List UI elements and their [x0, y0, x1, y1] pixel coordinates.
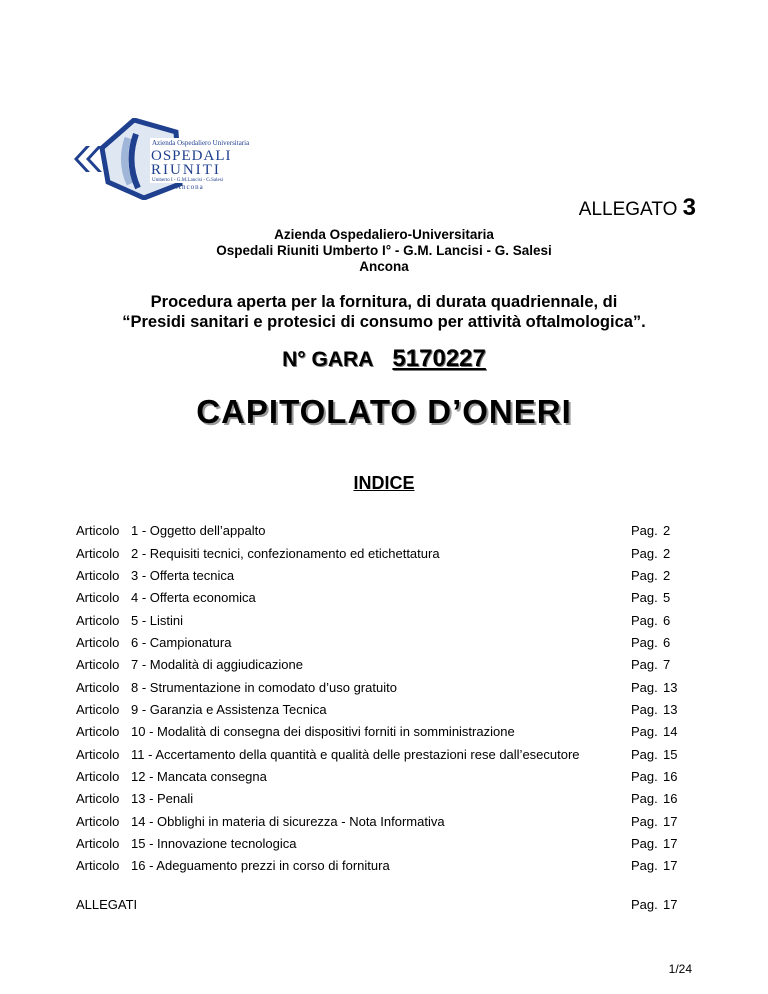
toc-title: 5 - Listini [131, 613, 184, 628]
logo-line1: Azienda Ospedaliero Universitaria [152, 139, 250, 147]
toc-page: 7 [663, 657, 671, 672]
allegati-page: 17 [663, 897, 678, 912]
logo-line3: RIUNITI [151, 162, 221, 178]
toc-row-allegati[interactable]: ALLEGATI Pag. 17 [76, 897, 678, 912]
procedure-line2: “Presidi sanitari e protesici di consumo per attività oftalmologica”. [122, 313, 646, 331]
toc-title: 10 - Modalità di consegna dei dispositivi forniti in somministrazione [131, 724, 515, 739]
toc-title: 15 - Innovazione tecnologica [131, 836, 297, 851]
toc-page: 13 [663, 680, 678, 695]
document-title: CAPITOLATO D’ONERI [196, 393, 572, 430]
toc-title: 7 - Modalità di aggiudicazione [131, 657, 303, 672]
gara-label: N° GARA [282, 348, 373, 371]
toc-page: 17 [663, 836, 678, 851]
toc-row[interactable]: Articolo 5 - Listini Pag. 6 [76, 613, 671, 628]
logo-line5: Ancona [176, 183, 204, 191]
toc-row[interactable]: Articolo 12 - Mancata consegna Pag. 16 [76, 769, 678, 784]
toc-title: 11 - Accertamento della quantità e qualità delle prestazioni rese dall’esecutore [131, 747, 580, 762]
toc-title: 9 - Garanzia e Assistenza Tecnica [131, 702, 327, 717]
toc-page: 16 [663, 769, 678, 784]
toc-page: 6 [663, 635, 671, 650]
toc-row[interactable]: Articolo 7 - Modalità di aggiudicazione Pag. 7 [76, 657, 671, 672]
procedure-title [0, 292, 768, 332]
page-number: 1/24 [668, 962, 692, 976]
toc-row[interactable]: Articolo 8 - Strumentazione in comodato d’uso gratuito Pag. 13 [76, 680, 678, 695]
logo-line2: OSPEDALI [151, 148, 232, 164]
toc-row[interactable]: Articolo 6 - Campionatura Pag. 6 [76, 635, 671, 650]
index-heading: INDICE [353, 473, 415, 493]
hospital-line3: Ancona [359, 259, 409, 274]
toc-page: 17 [663, 858, 678, 873]
gara-code: 5170227 [392, 345, 486, 372]
toc-row[interactable]: Articolo 2 - Requisiti tecnici, confezionamento ed etichettatura Pag. 2 [76, 546, 671, 561]
toc-row[interactable]: Articolo 4 - Offerta economica Pag. 5 [76, 590, 671, 605]
toc-page: 5 [663, 590, 671, 605]
hospital-logo [68, 118, 308, 200]
toc-title: 8 - Strumentazione in comodato d’uso gratuito [131, 680, 397, 695]
hospital-line2: Ospedali Riuniti Umberto I° - G.M. Lancisi - G. Salesi [216, 243, 552, 258]
toc-title: 13 - Penali [131, 791, 194, 806]
toc-title: 4 - Offerta economica [131, 590, 256, 605]
toc-row[interactable]: Articolo 9 - Garanzia e Assistenza Tecnica Pag. 13 [76, 702, 678, 717]
hospital-header [0, 227, 768, 275]
toc-row[interactable]: Articolo 11 - Accertamento della quantità e qualità delle prestazioni rese dall’esecutore Pag. 15 [76, 747, 678, 762]
toc-page: 2 [663, 546, 671, 561]
toc-title: 3 - Offerta tecnica [131, 568, 235, 583]
toc-row[interactable]: Articolo 14 - Obblighi in materia di sicurezza - Nota Informativa Pag. 17 [76, 814, 678, 829]
logo-line4: Umberto I - G.M.Lancisi - G.Salesi [152, 178, 224, 183]
toc-title: 1 - Oggetto dell’appalto [131, 523, 266, 538]
toc-title: 14 - Obblighi in materia di sicurezza - Nota Informativa [131, 814, 445, 829]
toc-page: 14 [663, 724, 678, 739]
toc-page: 2 [663, 523, 671, 538]
toc-page: 6 [663, 613, 671, 628]
toc-page: 15 [663, 747, 678, 762]
allegato-text: ALLEGATO [578, 199, 678, 220]
hospital-line1: Azienda Ospedaliero-Universitaria [274, 227, 494, 242]
toc-page: 16 [663, 791, 678, 806]
toc-title: 6 - Campionatura [131, 635, 232, 650]
toc-row[interactable]: Articolo 10 - Modalità di consegna dei dispositivi forniti in somministrazione Pag. 14 [76, 724, 678, 739]
gara-number [0, 345, 768, 373]
toc-row[interactable]: Articolo 3 - Offerta tecnica Pag. 2 [76, 568, 671, 583]
toc-row[interactable]: Articolo 15 - Innovazione tecnologica Pag. 17 [76, 836, 678, 851]
allegato-label [579, 194, 696, 222]
procedure-line1: Procedura aperta per la fornitura, di durata quadriennale, di [150, 293, 618, 311]
toc-page: 2 [663, 568, 671, 583]
toc-row[interactable]: Articolo 1 - Oggetto dell’appalto Pag. 2 [76, 523, 671, 538]
allegati-label: ALLEGATI [76, 897, 138, 912]
toc-title: 16 - Adeguamento prezzi in corso di fornitura [131, 858, 390, 873]
toc-row[interactable]: Articolo 13 - Penali Pag. 16 [76, 791, 678, 806]
toc-page: 13 [663, 702, 678, 717]
toc-title: 12 - Mancata consegna [131, 769, 267, 784]
toc-row[interactable]: Articolo 16 - Adeguamento prezzi in corso di fornitura Pag. 17 [76, 858, 678, 873]
toc-title: 2 - Requisiti tecnici, confezionamento ed etichettatura [131, 546, 440, 561]
toc-page: 17 [663, 814, 678, 829]
allegato-number: 3 [682, 194, 696, 221]
